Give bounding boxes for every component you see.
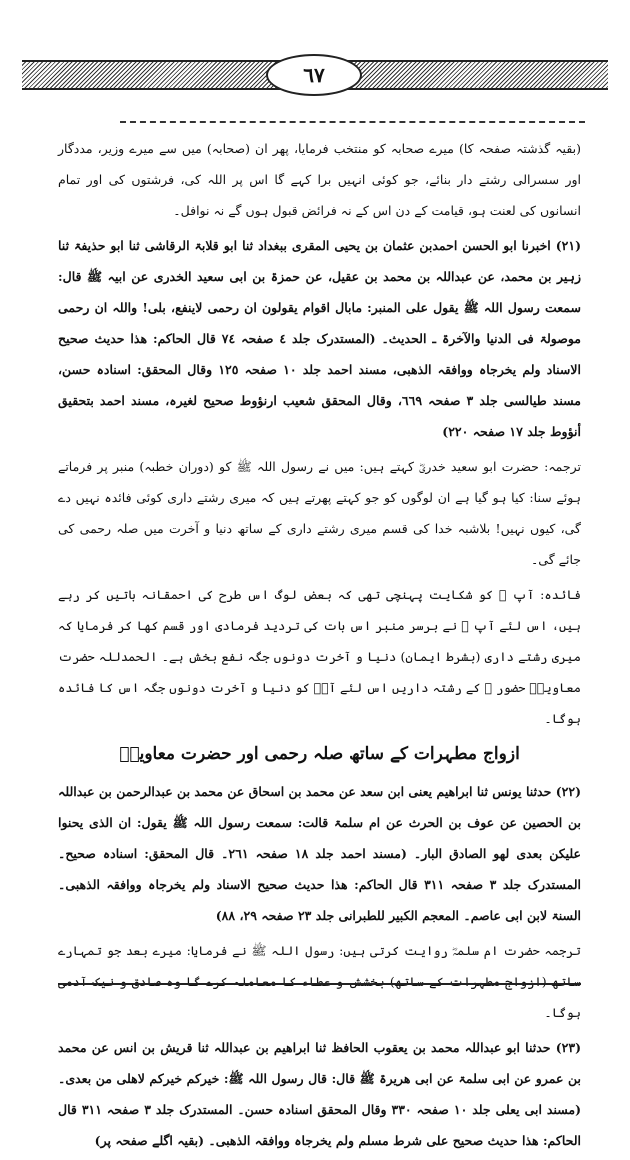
hadith-21-translation: ترجمہ: حضرت ابو سعید خدریؓ کہتے ہیں: میں نے رسول اللہ ﷺ کو (دوران خطبہ) منبر پر فرماتے ہوئے سنا: کیا ہو گیا ہے ان لوگوں کو جو کہتے پھرتے ہیں کہ میری رشتے داری کوئی فائدہ نہیں دے گی، کیوں نہیں! بلاشبہ خدا کی قسم میری رشتے داری کے ساتھ دنیا و آخرت میں صلہ رحمی کی جائے گی۔ bbox=[58, 459, 581, 567]
footer-rule bbox=[58, 983, 581, 985]
dashed-divider bbox=[120, 121, 585, 123]
hadith-22-arabic: (۲۲) حدثنا یونس ثنا ابراھیم یعنی ابن سعد عن محمد بن اسحاق عن محمد بن عبدالرحمن بن عبداللہ بن الحصین عن عوف بن الحرث عن ام سلمۃ قالت: سمعت رسول اللہ ﷺ یقول: ان الذی یحنوا علیکن بعدی لھو الصادق البار۔ (مسند احمد جلد ١٨ صفحہ ٢٦١۔ قال المحقق: اسنادہ صحیح۔ المستدرک جلد ٣ صفحہ ٣١١ قال الحاکم: ھذا حدیث صحیح الاسناد ولم یخرجاہ ووافقہ الذھبی۔ السنۃ لابن ابی عاصم۔ المعجم الکبیر للطبرانی جلد ٢٣ صفحہ ٢٩، ٨٨) bbox=[58, 784, 581, 923]
paragraph-continuation: (بقیہ گذشتہ صفحہ کا) میرے صحابہ کو منتخب فرمایا، پھر ان (صحابہ) میں سے میرے وزیر، مددگار اور سسرالی رشتے دار بنائے، جو کوئی انہیں برا کہے گا اس پر اللہ کی، فرشتوں کی اور تمام انسانوں کی لعنت ہو، قیامت کے دن اس کے نہ فرائض قبول ہوں گے نہ نوافل۔ bbox=[58, 141, 581, 218]
page-number: ٦٧ bbox=[266, 54, 362, 96]
hadith-21-arabic: (۲۱) اخبرنا ابو الحسن احمدبن عثمان بن یحیی المقری ببغداد ثنا ابو قلابۃ الرقاشی ثنا ابو حذیفۃ ثنا زہیر بن محمد، عن عبداللہ بن محمد بن عقیل، عن حمزۃ بن ابی سعید الخدری عن ابیہ ﷺ قال: سمعت رسول اللہ ﷺ یقول علی المنبر: مابال اقوام یقولون ان رحمی لاینفع، بلی! واللہ ان رحمی موصولۃ فی الدنیا والآخرۃ ـ الحدیث۔ (المستدرک جلد ٤ صفحہ ٧٤ قال الحاکم: ھذا حدیث صحیح الاسناد ولم یخرجاہ ووافقہ الذھبی، مسند احمد جلد ١٠ صفحہ ١٢٥ وقال المحقق: اسنادہ حسن، مسند طیالسی جلد ٣ صفحہ ٦٦٩، وقال المحقق شعیب ارنؤوط صحیح لغیرہ، مسند احمد بتحقیق أنؤوط جلد ١٧ صفحہ ٢٢٠) bbox=[58, 238, 581, 439]
section-heading: ازواج مطہرات کے ساتھ صلہ رحمی اور حضرت معاویہؓ bbox=[119, 744, 520, 764]
hadith-22-translation: ترجمہ حضرت ام سلمہؓ روایت کرتی ہیں: رسول اللہ ﷺ نے فرمایا: میرے بعد جو تمہارے ساتھ (ازواج مطہرات کے ساتھ) بخشش و عطاء کا معاملہ کرے گا وہ صادق و نیک آدمی ہوگا۔ bbox=[58, 943, 581, 1020]
hadith-23-arabic: (۲۳) حدثنا ابو عبداللہ محمد بن یعقوب الحافظ ثنا ابراھیم بن عبداللہ ثنا قریش بن انس عن محمد بن عمرو عن ابی سلمۃ عن ابی ھریرۃ ﷺ قال: قال رسول اللہ ﷺ: خیرکم خیرکم لاھلی من بعدی۔ (مسند ابی یعلی جلد ١٠ صفحہ ٣٣٠ وقال المحقق اسنادہ حسن۔ المستدرک جلد ٣ صفحہ ٣١١ قال الحاکم: ھذا حدیث صحیح علی شرط مسلم ولم یخرجاہ ووافقہ الذھبی۔ (بقیہ اگلے صفحہ پر) bbox=[58, 1040, 582, 1148]
hadith-21-benefit: فائدہ: آپ ﷺ کو شکایت پہنچی تھی کہ بعض لوگ اس طرح کی احمقانہ باتیں کر رہے ہیں، اس لئے آپ ﷺ نے برسر منبر اس بات کی تردید فرمادی اور قسم کھا کر فرمایا کہ میری رشتے داری (بشرط ایمان) دنیا و آخرت دونوں جگہ نفع بخش ہے۔ الحمدللہ حضرت معاویہؓ حضور ﷺ کے رشتہ داریں اس لئے آپؐ کو دنیا و آخرت دونوں جگہ اس کا فائدہ ہوگا۔ bbox=[58, 587, 581, 726]
page-body bbox=[58, 133, 581, 1160]
